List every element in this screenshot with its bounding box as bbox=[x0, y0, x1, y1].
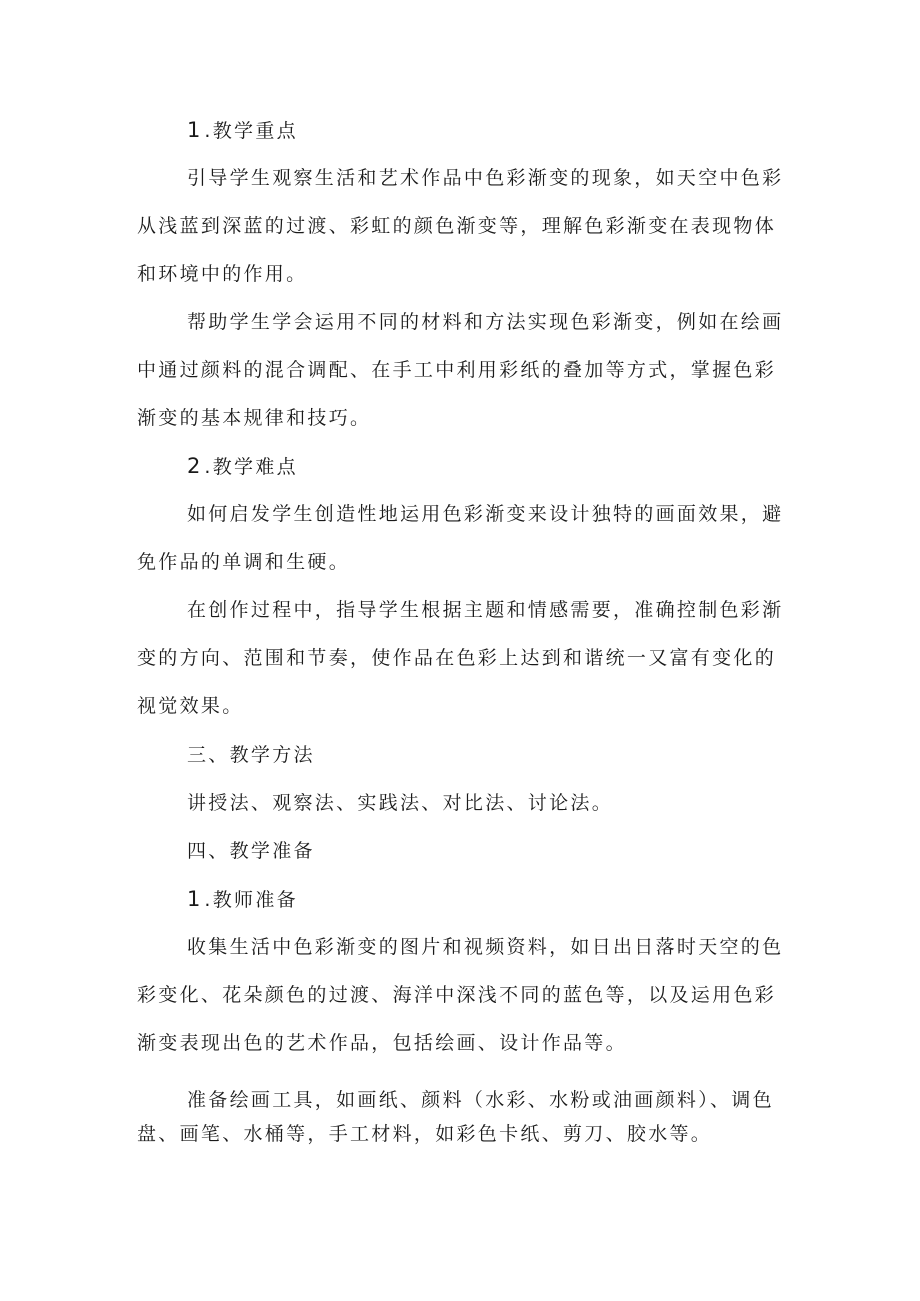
heading-title: .教学难点 bbox=[204, 456, 298, 478]
paragraph-line: 渐变表现出色的艺术作品，包括绘画、设计作品等。 bbox=[137, 1032, 627, 1054]
paragraph-line: 免作品的单调和生硬。 bbox=[137, 551, 351, 573]
heading-title: .教师准备 bbox=[204, 889, 298, 911]
heading-difficulties bbox=[187, 454, 847, 479]
paragraph-line: 讲授法、观察法、实践法、对比法、讨论法。 bbox=[187, 792, 614, 814]
heading-title: .教学重点 bbox=[204, 120, 298, 142]
paragraph-line: 彩变化、花朵颜色的过渡、海洋中深浅不同的蓝色等，以及运用色彩 bbox=[137, 984, 777, 1006]
heading-teacher-preparation bbox=[187, 887, 847, 912]
heading-number: 1 bbox=[187, 118, 201, 142]
paragraph-line: 如何启发学生创造性地运用色彩渐变来设计独特的画面效果，避 bbox=[187, 503, 784, 525]
heading-methods: 三、教学方法 bbox=[187, 744, 315, 766]
paragraph-line: 变的方向、范围和节奏，使作品在色彩上达到和谐统一又富有变化的 bbox=[137, 647, 777, 669]
heading-number: 2 bbox=[187, 454, 201, 478]
paragraph-line: 在创作过程中，指导学生根据主题和情感需要，准确控制色彩渐 bbox=[187, 599, 784, 621]
paragraph-line: 中通过颜料的混合调配、在手工中利用彩纸的叠加等方式，掌握色彩 bbox=[137, 359, 777, 381]
paragraph-line: 帮助学生学会运用不同的材料和方法实现色彩渐变，例如在绘画 bbox=[187, 311, 784, 333]
paragraph-line: 从浅蓝到深蓝的过渡、彩虹的颜色渐变等，理解色彩渐变在表现物体 bbox=[137, 215, 777, 237]
heading-preparation: 四、教学准备 bbox=[187, 840, 315, 862]
paragraph-line: 视觉效果。 bbox=[137, 695, 244, 717]
paragraph-line: 引导学生观察生活和艺术作品中色彩渐变的现象，如天空中色彩 bbox=[187, 167, 784, 189]
paragraph-line: 和环境中的作用。 bbox=[137, 263, 308, 285]
paragraph-line: 盘、画笔、水桶等，手工材料，如彩色卡纸、剪刀、胶水等。 bbox=[137, 1123, 713, 1145]
heading-key-points bbox=[187, 118, 847, 143]
paragraph-line: 收集生活中色彩渐变的图片和视频资料，如日出日落时天空的色 bbox=[187, 936, 784, 958]
paragraph-line: 准备绘画工具，如画纸、颜料（水彩、水粉或油画颜料）、调色 bbox=[187, 1089, 774, 1111]
paragraph-line: 渐变的基本规律和技巧。 bbox=[137, 407, 372, 429]
heading-number: 1 bbox=[187, 887, 201, 911]
